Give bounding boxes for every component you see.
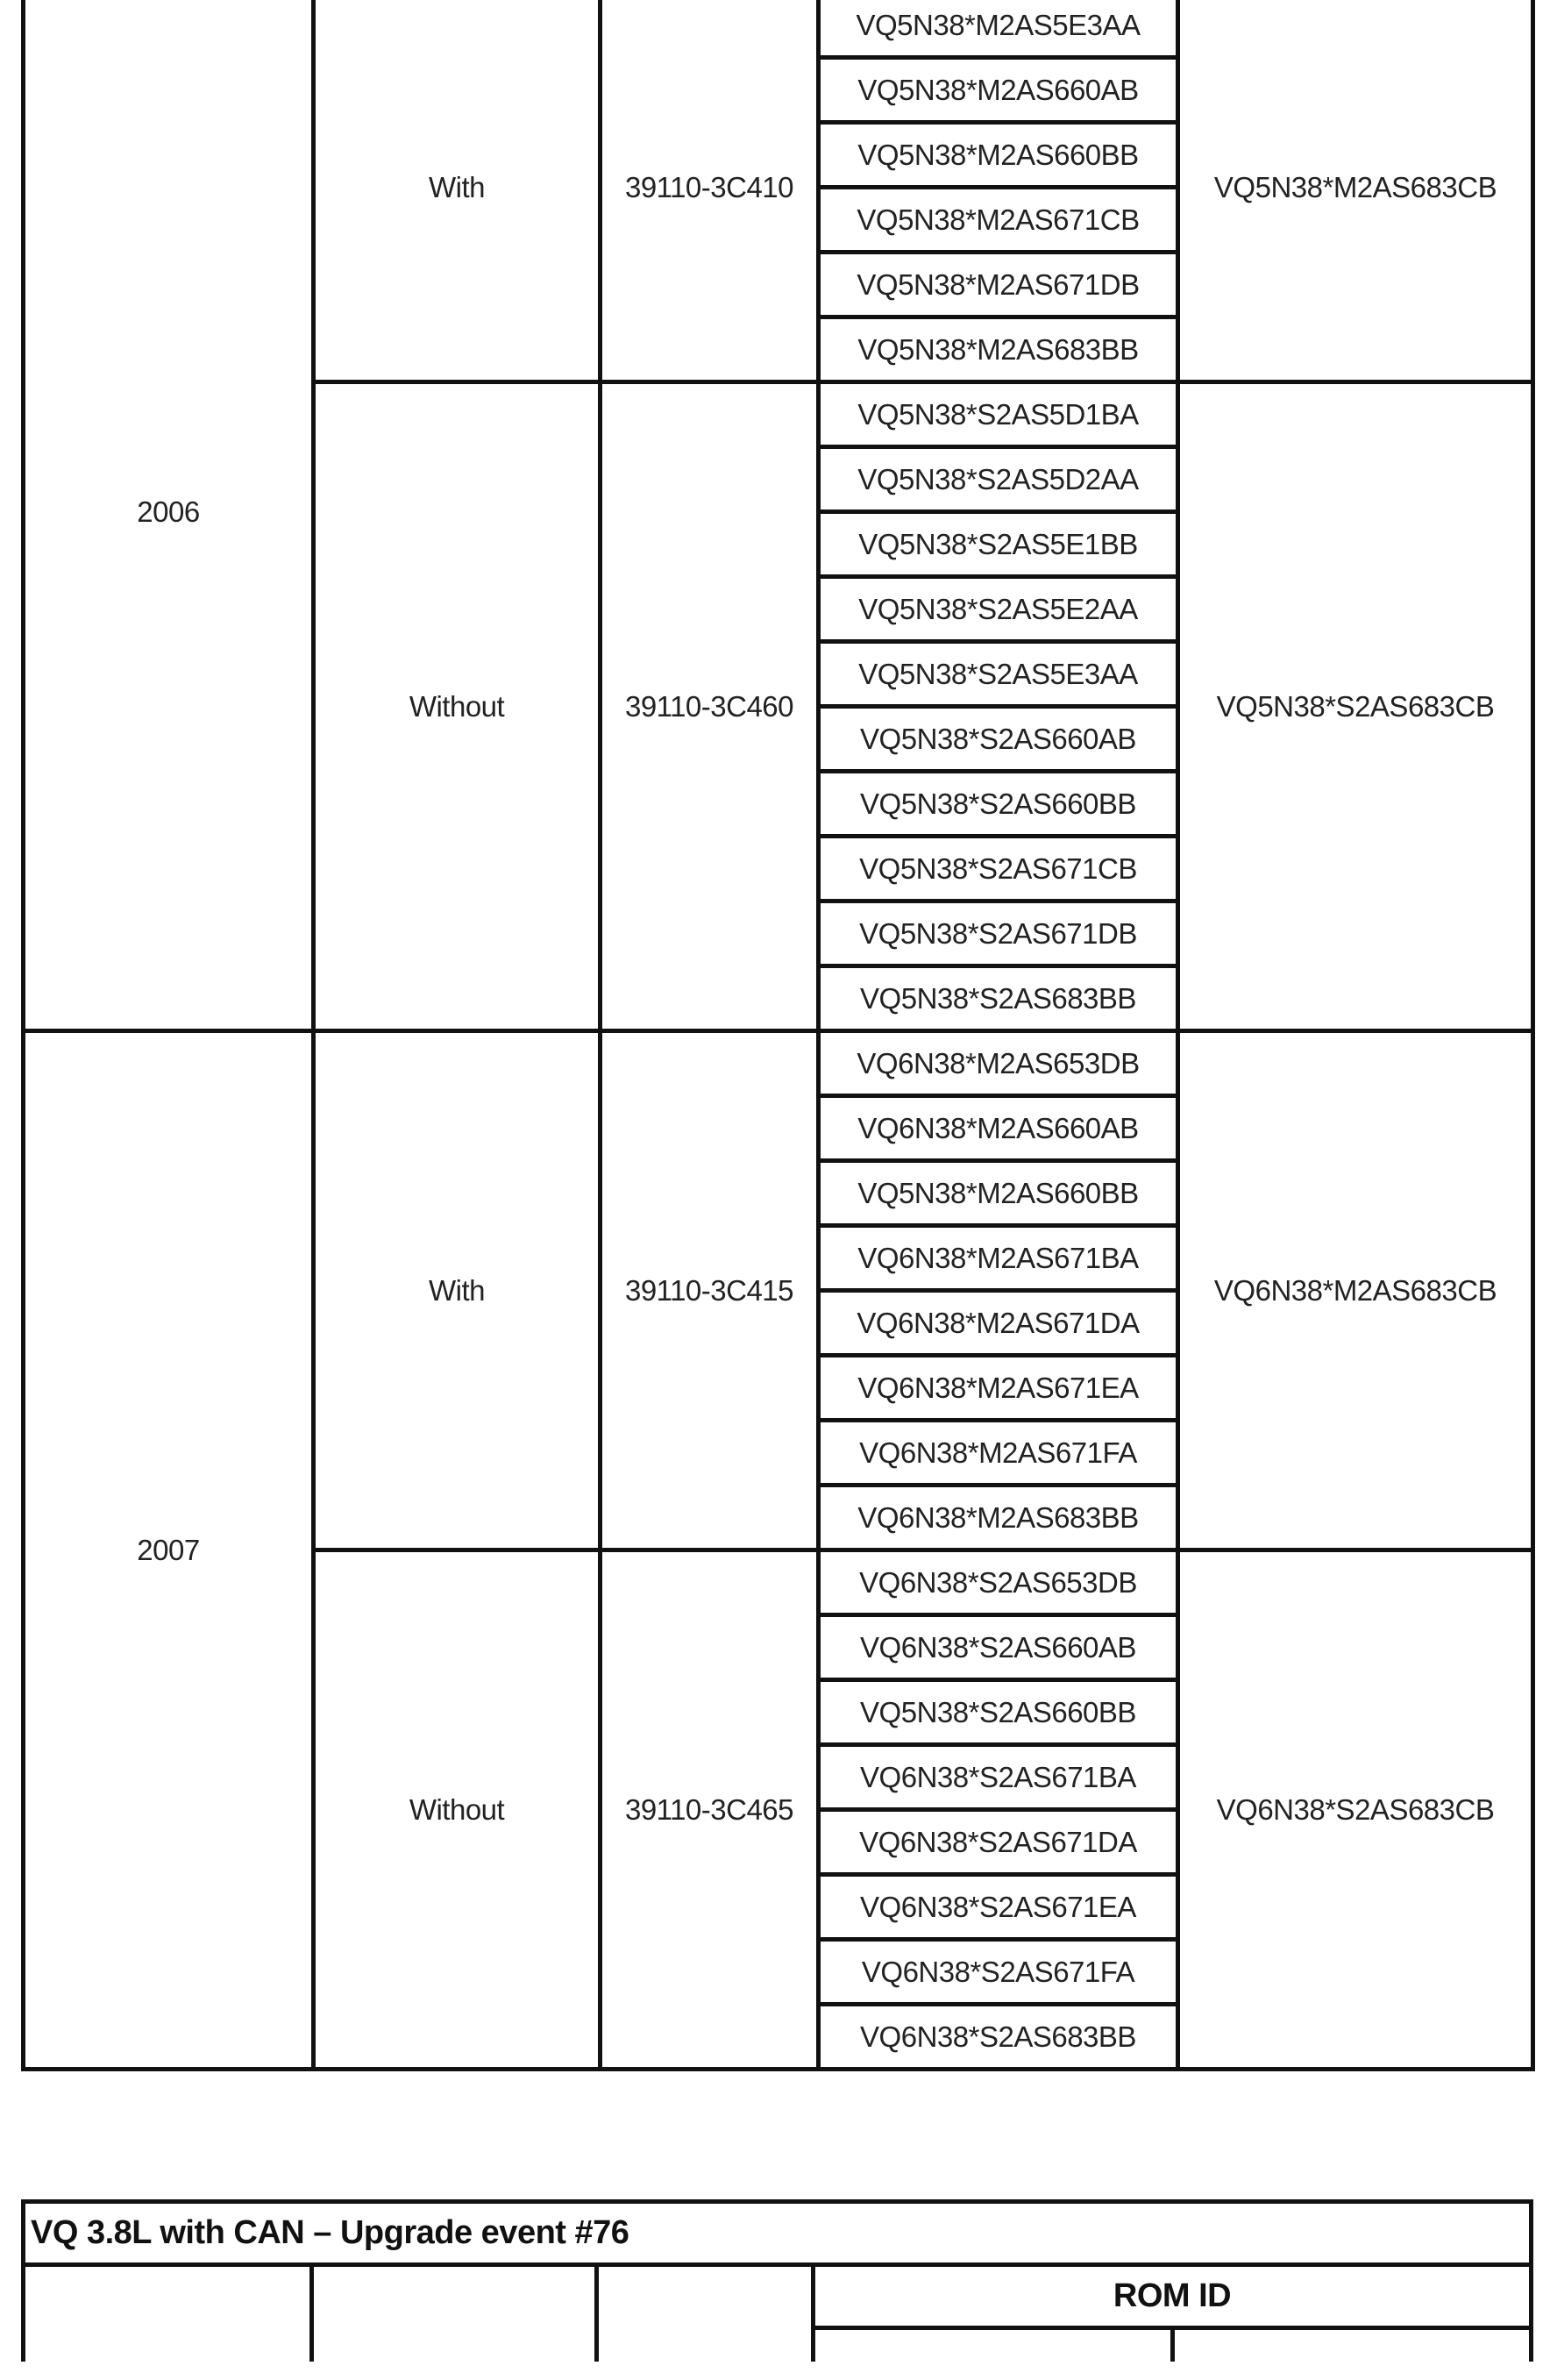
current-rom-id-cell: VQ5N38*S2AS5E2AA — [819, 577, 1178, 642]
current-rom-id-cell: VQ5N38*S2AS5E1BB — [819, 512, 1178, 577]
header-cell-blank — [597, 2265, 814, 2362]
table-row — [24, 1031, 1533, 1096]
current-rom-id-cell: VQ5N38*S2AS5D2AA — [819, 447, 1178, 512]
condition-cell: With — [314, 0, 601, 382]
upgrade-event-title-row — [24, 2202, 1532, 2265]
current-rom-id-cell: VQ5N38*S2AS671CB — [819, 837, 1178, 901]
part-number-cell: 39110-3C460 — [601, 382, 819, 1031]
condition-cell: With — [314, 1031, 601, 1550]
upgrade-event-table — [21, 2199, 1533, 2362]
new-rom-id-cell: VQ6N38*M2AS683CB — [1178, 1031, 1533, 1550]
rom-id-subheader-current — [814, 2328, 1173, 2362]
current-rom-id-cell: VQ6N38*M2AS683BB — [819, 1486, 1178, 1550]
current-rom-id-cell: VQ5N38*S2AS683BB — [819, 966, 1178, 1031]
current-rom-id-cell: VQ6N38*S2AS660AB — [819, 1615, 1178, 1680]
current-rom-id-cell: VQ5N38*M2AS683BB — [819, 317, 1178, 382]
current-rom-id-cell: VQ6N38*S2AS671DA — [819, 1810, 1178, 1875]
current-rom-id-cell: VQ5N38*M2AS660AB — [819, 58, 1178, 123]
current-rom-id-cell: VQ5N38*M2AS671CB — [819, 188, 1178, 253]
upgrade-event-title: VQ 3.8L with CAN – Upgrade event #76 — [24, 2202, 1532, 2265]
current-rom-id-cell: VQ5N38*S2AS660AB — [819, 707, 1178, 772]
condition-cell: Without — [314, 1550, 601, 2070]
current-rom-id-cell: VQ5N38*M2AS671DB — [819, 253, 1178, 317]
current-rom-id-cell: VQ5N38*S2AS660BB — [819, 772, 1178, 837]
new-rom-id-cell: VQ5N38*M2AS683CB — [1178, 0, 1533, 382]
rom-id-subheader-new — [1173, 2328, 1532, 2362]
header-cell-blank — [312, 2265, 597, 2362]
model-year-cell: 2007 — [24, 1031, 314, 2070]
current-rom-id-cell: VQ5N38*M2AS5E3AA — [819, 0, 1178, 58]
upgrade-event-header-row — [24, 2265, 1532, 2328]
rom-id-table-body — [24, 0, 1533, 2070]
current-rom-id-cell: VQ6N38*M2AS671EA — [819, 1356, 1178, 1421]
current-rom-id-cell: VQ6N38*S2AS653DB — [819, 1550, 1178, 1615]
model-year-cell: 2006 — [24, 0, 314, 1031]
current-rom-id-cell: VQ5N38*S2AS660BB — [819, 1680, 1178, 1745]
part-number-cell: 39110-3C410 — [601, 0, 819, 382]
current-rom-id-cell: VQ5N38*S2AS671DB — [819, 901, 1178, 966]
current-rom-id-cell: VQ6N38*M2AS671FA — [819, 1421, 1178, 1486]
part-number-cell: 39110-3C465 — [601, 1550, 819, 2070]
current-rom-id-cell: VQ6N38*S2AS671FA — [819, 1940, 1178, 2005]
rom-id-header: ROM ID — [814, 2265, 1532, 2328]
rom-id-table — [21, 0, 1535, 2071]
current-rom-id-cell: VQ5N38*S2AS5E3AA — [819, 642, 1178, 707]
current-rom-id-cell: VQ5N38*M2AS660BB — [819, 123, 1178, 188]
current-rom-id-cell: VQ6N38*M2AS671BA — [819, 1226, 1178, 1291]
current-rom-id-cell: VQ6N38*M2AS660AB — [819, 1096, 1178, 1161]
current-rom-id-cell: VQ5N38*S2AS5D1BA — [819, 382, 1178, 447]
current-rom-id-cell: VQ6N38*S2AS671BA — [819, 1745, 1178, 1810]
table-row — [24, 0, 1533, 58]
part-number-cell: 39110-3C415 — [601, 1031, 819, 1550]
current-rom-id-cell: VQ6N38*S2AS671EA — [819, 1875, 1178, 1940]
new-rom-id-cell: VQ5N38*S2AS683CB — [1178, 382, 1533, 1031]
condition-cell: Without — [314, 382, 601, 1031]
current-rom-id-cell: VQ6N38*M2AS653DB — [819, 1031, 1178, 1096]
new-rom-id-cell: VQ6N38*S2AS683CB — [1178, 1550, 1533, 2070]
current-rom-id-cell: VQ5N38*M2AS660BB — [819, 1161, 1178, 1226]
header-cell-blank — [24, 2265, 312, 2362]
current-rom-id-cell: VQ6N38*M2AS671DA — [819, 1291, 1178, 1356]
current-rom-id-cell: VQ6N38*S2AS683BB — [819, 2005, 1178, 2070]
